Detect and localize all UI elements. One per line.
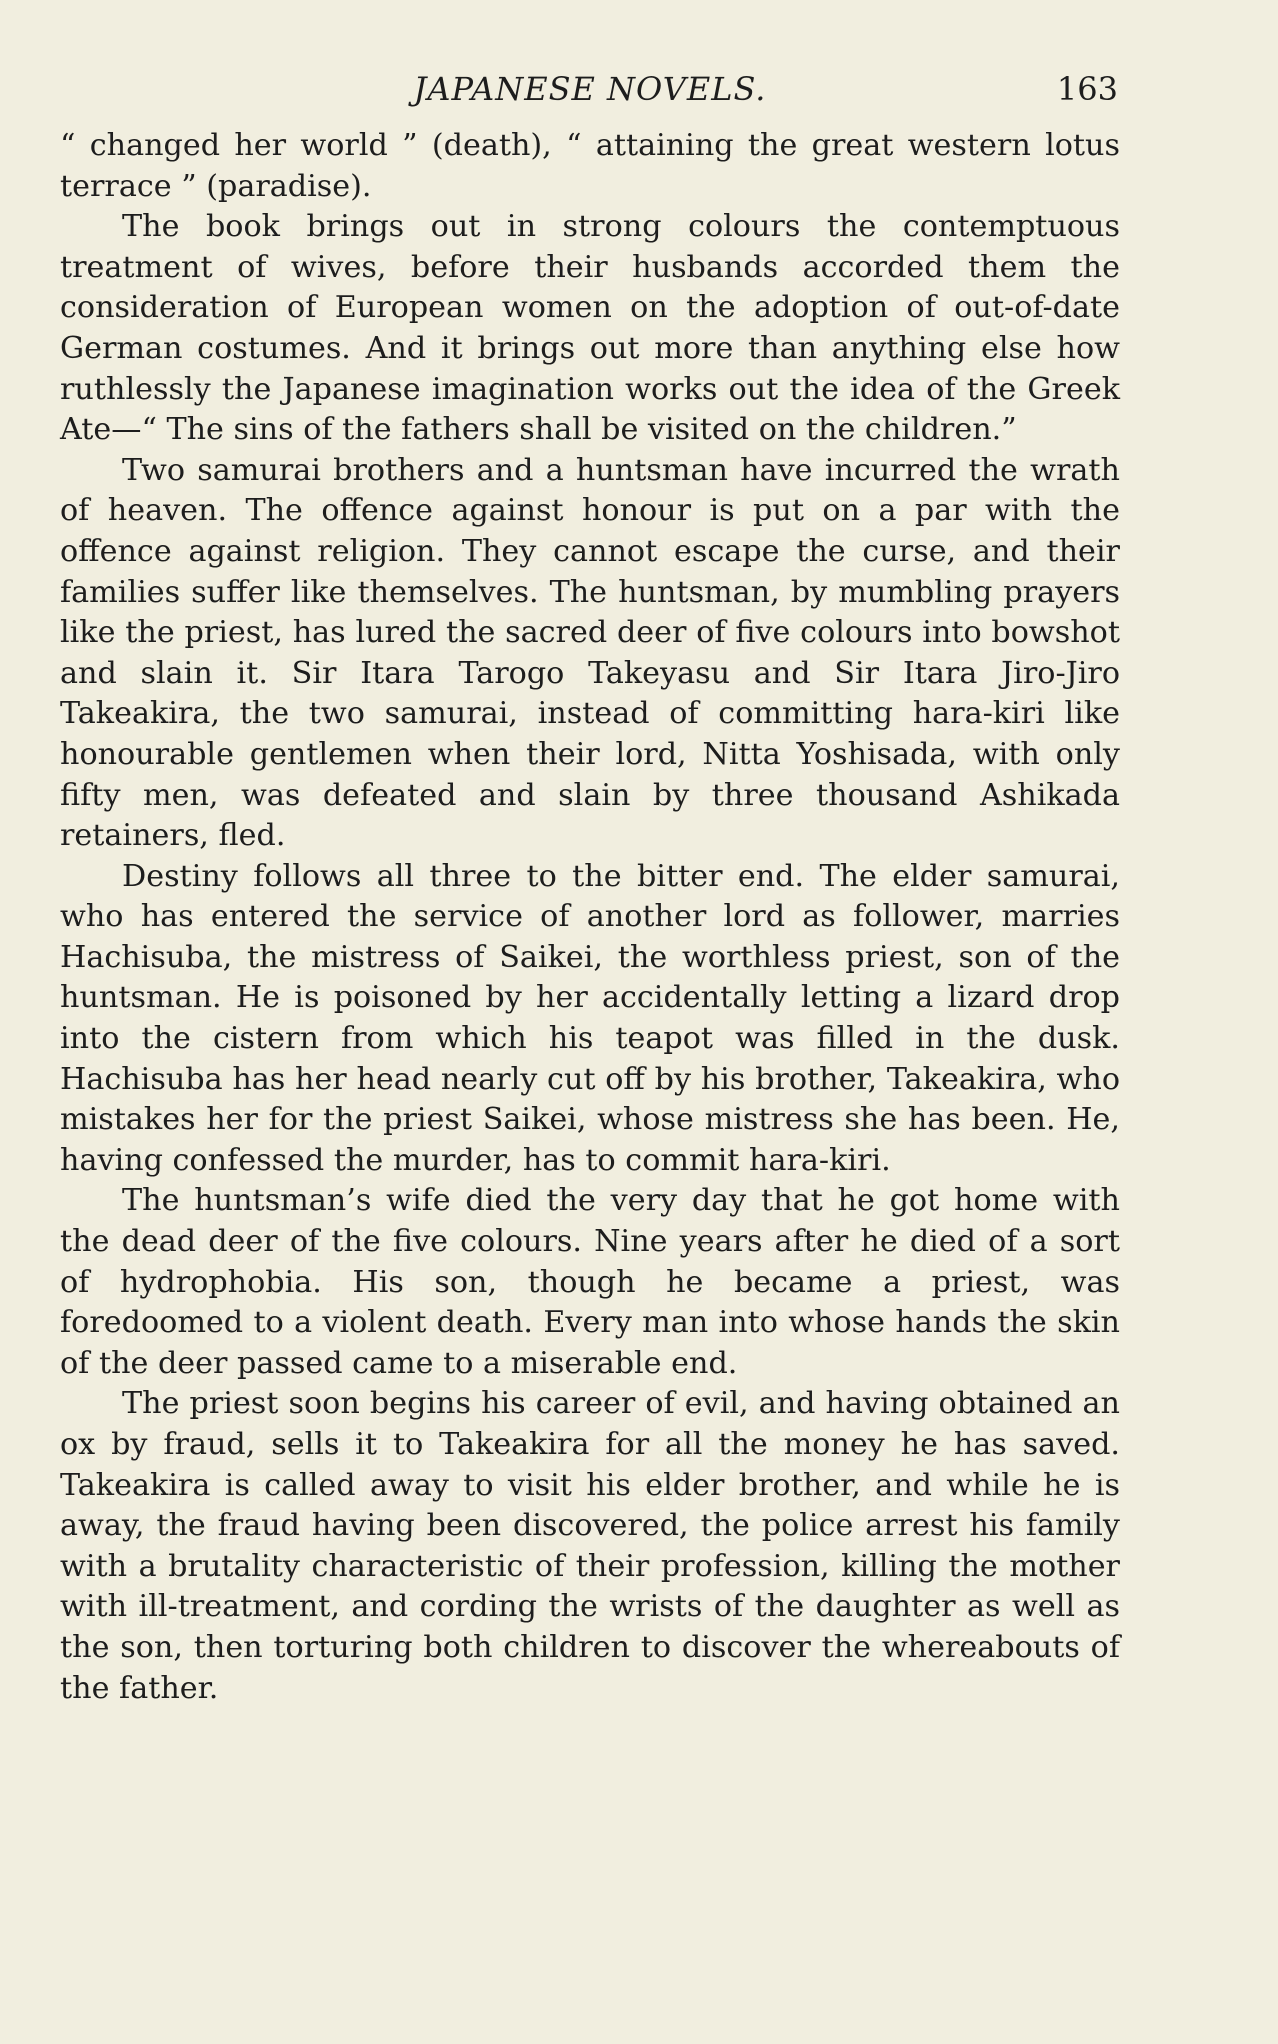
paragraph-4: Destiny follows all three to the bitter end. The elder samurai, who has entered the service of another lord as follower, marries Hachisuba, the mistress of Saikei, the worthless priest, son of the huntsman. He is poisoned by her accidentally letting a lizard drop into the cistern from which his teapot was filled in the dusk. Hachisuba has her head nearly cut off by his brother, Takeakira, who mistakes her for the priest Saikei, whose mistress she has been. He, having confessed the murder, has to commit hara-kiri. xyxy=(60,858,1120,1178)
paragraph-6: The priest soon begins his career of evil, and having obtained an ox by fraud, sells it to Takeakira for all the money he has saved. Takeakira is called away to visit his elder brother, and while he is away, the fraud having been discovered, the police arrest his family with a brutality characteristic of their profession, killing the mother with ill-treatment, and cording the wrists of the daughter as well as the son, then torturing both children to discover the whereabouts of the father. xyxy=(60,1386,1120,1706)
running-head xyxy=(60,70,1120,126)
paragraph-3: Two samurai brothers and a huntsman have incurred the wrath of heaven. The offence against honour is put on a par with the offence against religion. They cannot escape the curse, and their families suffer like themselves. The huntsman, by mumbling prayers like the priest, has lured the sacred deer of five colours into bowshot and slain it. Sir Itara Tarogo Takeyasu and Sir Itara Jiro-Jiro Takeakira, the two samurai, instead of committing hara-kiri like honourable gentlemen when their lord, Nitta Yoshisada, with only fifty men, was defeated and slain by three thousand Ashikada retainers, fled. xyxy=(60,452,1120,854)
book-page xyxy=(60,70,1120,1709)
paragraph-5: The huntsman’s wife died the very day that he got home with the dead deer of the five colours. Nine years after he died of a sort of hydrophobia. His son, though he became a priest, was foredoomed to a violent death. Every man into whose hands the skin of the deer passed came to a miserable end. xyxy=(60,1183,1120,1381)
paragraph-2: The book brings out in strong colours the contemptuous treatment of wives, before their husbands accorded them the consideration of European women on the adoption of out-of-date German costumes. And it brings out more than anything else how ruthlessly the Japanese imagination works out the idea of the Greek Ate—“ The sins of the fathers shall be visited on the children.” xyxy=(60,209,1120,448)
body-text xyxy=(60,126,1120,1709)
paragraph-1: “ changed her world ” (death), “ attaining the great western lotus terrace ” (paradise). xyxy=(60,128,1120,204)
running-title: JAPANESE NOVELS. xyxy=(413,70,767,108)
page-number: 163 xyxy=(1056,70,1118,108)
